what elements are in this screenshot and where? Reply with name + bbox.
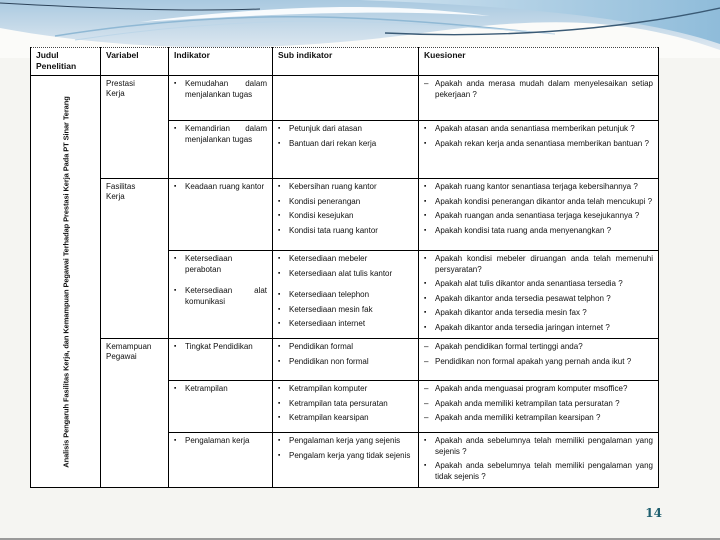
sub-indikator-cell: [273, 251, 419, 339]
square-bullet-icon: ▪: [278, 291, 281, 299]
sub-indikator-cell: [273, 381, 419, 433]
list-item-text: Pendidikan non formal apakah yang pernah anda ikut ?: [435, 356, 632, 366]
column-header-judul: Judul Penelitian: [31, 48, 101, 76]
table-row: [31, 339, 659, 381]
dash-bullet-icon: –: [424, 356, 429, 366]
list-item-text: Ketersediaan perabotan: [185, 254, 233, 274]
square-bullet-icon: ▪: [174, 183, 177, 190]
list-item-text: Apakah atasan anda senantiasa memberikan petunjuk ?: [435, 124, 635, 133]
list-item: [278, 384, 413, 395]
list-item: [424, 182, 653, 193]
square-bullet-icon: ▪: [278, 305, 281, 313]
list-item-text: Pengalaman kerja: [185, 436, 250, 445]
list-item-text: Ketersediaan mebeler: [289, 254, 368, 263]
list-item: [174, 436, 267, 447]
dash-bullet-icon: –: [424, 398, 429, 408]
square-bullet-icon: ▪: [174, 125, 177, 132]
list-item: [278, 436, 413, 447]
indikator-cell: [169, 433, 273, 488]
list-item: [278, 413, 413, 424]
list-item: [174, 342, 267, 353]
list-item: [278, 290, 413, 301]
square-bullet-icon: ▪: [278, 183, 281, 190]
dash-bullet-icon: –: [424, 79, 429, 88]
sub-indikator-cell: [273, 433, 419, 488]
list-item: [278, 319, 413, 330]
variabel-fasilitas-kerja-cell: Fasilitas Kerja: [101, 179, 169, 339]
square-bullet-icon: ▪: [278, 269, 281, 277]
kuesioner-cell: [419, 381, 659, 433]
list-item: [278, 342, 413, 353]
slide-page-number: 14: [645, 506, 662, 520]
judul-penelitian-cell: [31, 76, 101, 488]
list-item-text: Apakah anda memiliki ketrampilan kearsipan ?: [435, 413, 601, 423]
header-row: [31, 48, 659, 76]
list-item: [278, 357, 413, 368]
list-item-text: Pengalam kerja yang tidak sejenis: [289, 450, 411, 460]
indikator-cell: [169, 121, 273, 179]
list-item-text: Ketersediaan telephon: [289, 290, 370, 300]
list-item: [174, 79, 267, 100]
square-bullet-icon: ▪: [278, 320, 281, 328]
list-item-text: Apakah dikantor anda tersedia pesawat telphon ?: [435, 293, 611, 303]
square-bullet-icon: ▪: [278, 385, 281, 392]
list-item: [424, 79, 653, 100]
dash-bullet-icon: –: [424, 384, 429, 393]
list-item-text: Apakah ruangan anda senantiasa terjaga kesejukannya ?: [435, 211, 640, 221]
sub-indikator-cell: [273, 121, 419, 179]
list-item-text: Ketrampilan tata persuratan: [289, 398, 388, 408]
dash-bullet-icon: –: [424, 413, 429, 423]
list-item-text: Apakah dikantor anda tersedia mesin fax ?: [435, 308, 587, 318]
list-item: [424, 357, 653, 368]
list-item: [278, 399, 413, 410]
indikator-cell: [169, 381, 273, 433]
dash-bullet-icon: –: [424, 342, 429, 351]
list-item: [278, 269, 413, 280]
square-bullet-icon: ▪: [424, 294, 427, 302]
table-row: [31, 179, 659, 251]
list-item-text: Ketersediaan alat tulis kantor: [289, 268, 393, 278]
list-item: [424, 294, 653, 305]
list-item: [424, 413, 653, 424]
column-header-kuesioner: Kuesioner: [419, 48, 659, 76]
sub-indikator-cell: [273, 339, 419, 381]
kuesioner-cell: [419, 339, 659, 381]
kuesioner-cell: [419, 433, 659, 488]
square-bullet-icon: ▪: [174, 343, 177, 350]
list-item-text: Apakah anda menguasai program komputer msoffice?: [435, 384, 628, 393]
list-item-text: Pendidikan formal: [289, 342, 354, 351]
list-item: [278, 451, 413, 462]
column-header-variabel: Variabel: [101, 48, 169, 76]
list-item: [278, 305, 413, 316]
list-item: [174, 182, 267, 193]
square-bullet-icon: ▪: [424, 226, 427, 234]
list-item-text: Ketersediaan alat komunikasi: [185, 286, 267, 306]
square-bullet-icon: ▪: [278, 226, 281, 234]
square-bullet-icon: ▪: [424, 309, 427, 317]
list-item: [278, 124, 413, 135]
square-bullet-icon: ▪: [424, 437, 427, 444]
list-item-text: Apakah anda sebelumnya telah memiliki pengalaman yang sejenis ?: [435, 436, 653, 456]
list-item-text: Apakah kondisi tata ruang anda menyenangkan ?: [435, 225, 612, 235]
square-bullet-icon: ▪: [174, 287, 177, 295]
list-item: [424, 279, 653, 290]
list-item: [174, 124, 267, 145]
column-header-sub-indikator: Sub indikator: [273, 48, 419, 76]
list-item: [174, 254, 267, 275]
square-bullet-icon: ▪: [174, 437, 177, 444]
list-item-text: Tingkat Pendidikan: [185, 342, 253, 351]
indikator-cell: [169, 76, 273, 121]
column-header-indikator: Indikator: [169, 48, 273, 76]
list-item: [424, 342, 653, 353]
square-bullet-icon: ▪: [278, 197, 281, 205]
square-bullet-icon: ▪: [424, 197, 427, 205]
list-item: [278, 226, 413, 237]
list-item-text: Apakah rekan kerja anda senantiasa memberikan bantuan ?: [435, 138, 649, 148]
list-item: [424, 384, 653, 395]
square-bullet-icon: ▪: [278, 125, 281, 132]
list-item-text: Apakah kondisi penerangan dikantor anda telah mencukupi ?: [435, 196, 653, 206]
square-bullet-icon: ▪: [278, 437, 281, 444]
square-bullet-icon: ▪: [174, 385, 177, 392]
square-bullet-icon: ▪: [278, 343, 281, 350]
list-item: [278, 139, 413, 150]
list-item-text: Apakah ruang kantor senantiasa terjaga kebersihannya ?: [435, 182, 638, 191]
list-item: [424, 308, 653, 319]
square-bullet-icon: ▪: [278, 139, 281, 147]
square-bullet-icon: ▪: [278, 357, 281, 365]
list-item-text: Keadaan ruang kantor: [185, 182, 265, 191]
square-bullet-icon: ▪: [174, 80, 177, 87]
list-item-text: Apakah anda merasa mudah dalam menyelesaikan setiap pekerjaan ?: [435, 79, 653, 99]
list-item: [278, 254, 413, 265]
sub-indikator-cell: [273, 76, 419, 121]
square-bullet-icon: ▪: [424, 280, 427, 288]
square-bullet-icon: ▪: [424, 212, 427, 220]
square-bullet-icon: ▪: [174, 255, 177, 262]
list-item-text: Ketrampilan komputer: [289, 384, 368, 393]
research-operational-table: [30, 47, 659, 488]
list-item: [424, 124, 653, 135]
list-item-text: Bantuan dari rekan kerja: [289, 138, 377, 148]
variabel-prestasi-kerja-cell: Prestasi Kerja: [101, 76, 169, 179]
list-item-text: Kondisi penerangan: [289, 196, 361, 206]
list-item-text: Apakah dikantor anda tersedia jaringan internet ?: [435, 322, 610, 332]
kuesioner-cell: [419, 179, 659, 251]
list-item-text: Ketrampilan: [185, 384, 228, 393]
list-item-text: Ketersediaan internet: [289, 319, 366, 329]
square-bullet-icon: ▪: [424, 323, 427, 331]
list-item: [278, 211, 413, 222]
list-item-text: Kemudahan dalam menjalankan tugas: [185, 79, 267, 99]
list-item: [424, 254, 653, 275]
list-item: [424, 211, 653, 222]
list-item: [424, 399, 653, 410]
list-item: [278, 197, 413, 208]
square-bullet-icon: ▪: [278, 451, 281, 459]
square-bullet-icon: ▪: [424, 462, 427, 470]
list-item: [424, 461, 653, 482]
list-item-text: Ketrampilan kearsipan: [289, 413, 369, 423]
square-bullet-icon: ▪: [278, 414, 281, 422]
square-bullet-icon: ▪: [278, 399, 281, 407]
indikator-cell: [169, 251, 273, 339]
list-item: [424, 436, 653, 457]
indikator-cell: [169, 179, 273, 251]
list-item-text: Kondisi tata ruang kantor: [289, 225, 378, 235]
list-item-text: Apakah anda memiliki ketrampilan tata persuratan ?: [435, 398, 620, 408]
list-item-text: Apakah anda sebelumnya telah memiliki pengalaman yang tidak sejenis ?: [435, 461, 653, 481]
square-bullet-icon: ▪: [278, 255, 281, 262]
indikator-cell: [169, 339, 273, 381]
list-item: [424, 139, 653, 150]
list-item-text: Apakah kondisi mebeler diruangan anda telah memenuhi persyaratan?: [435, 254, 653, 274]
list-item-text: Kemandirian dalam menjalankan tugas: [185, 124, 267, 144]
square-bullet-icon: ▪: [424, 125, 427, 132]
list-item: [174, 286, 267, 307]
list-item-text: Kebersihan ruang kantor: [289, 182, 377, 191]
square-bullet-icon: ▪: [424, 139, 427, 147]
square-bullet-icon: ▪: [424, 255, 427, 262]
kuesioner-cell: [419, 121, 659, 179]
list-item-text: Pengalaman kerja yang sejenis: [289, 436, 401, 445]
list-item-text: Apakah alat tulis dikantor anda senantiasa tersedia ?: [435, 279, 623, 289]
square-bullet-icon: ▪: [278, 212, 281, 220]
square-bullet-icon: ▪: [424, 183, 427, 190]
list-item-text: Pendidikan non formal: [289, 356, 369, 366]
list-item-text: Kondisi kesejukan: [289, 211, 354, 221]
list-item: [278, 182, 413, 193]
variabel-kemampuan-pegawai-cell: Kemampuan Pegawai: [101, 339, 169, 488]
sub-indikator-cell: [273, 179, 419, 251]
list-item: [424, 197, 653, 208]
list-item-text: Petunjuk dari atasan: [289, 124, 362, 133]
kuesioner-cell: [419, 76, 659, 121]
kuesioner-cell: [419, 251, 659, 339]
list-item-text: Apakah pendidikan formal tertinggi anda?: [435, 342, 583, 351]
list-item: [424, 323, 653, 334]
table-row: [31, 76, 659, 121]
list-item-text: Ketersediaan mesin fak: [289, 304, 373, 314]
list-item: [174, 384, 267, 395]
vertical-research-title: Analisis Pengaruh Fasilitas Kerja, dan Kemampuan Pegawai Terhadap Prestasi Kerja Pada PT Sinar Terang: [61, 95, 70, 468]
list-item: [424, 226, 653, 237]
